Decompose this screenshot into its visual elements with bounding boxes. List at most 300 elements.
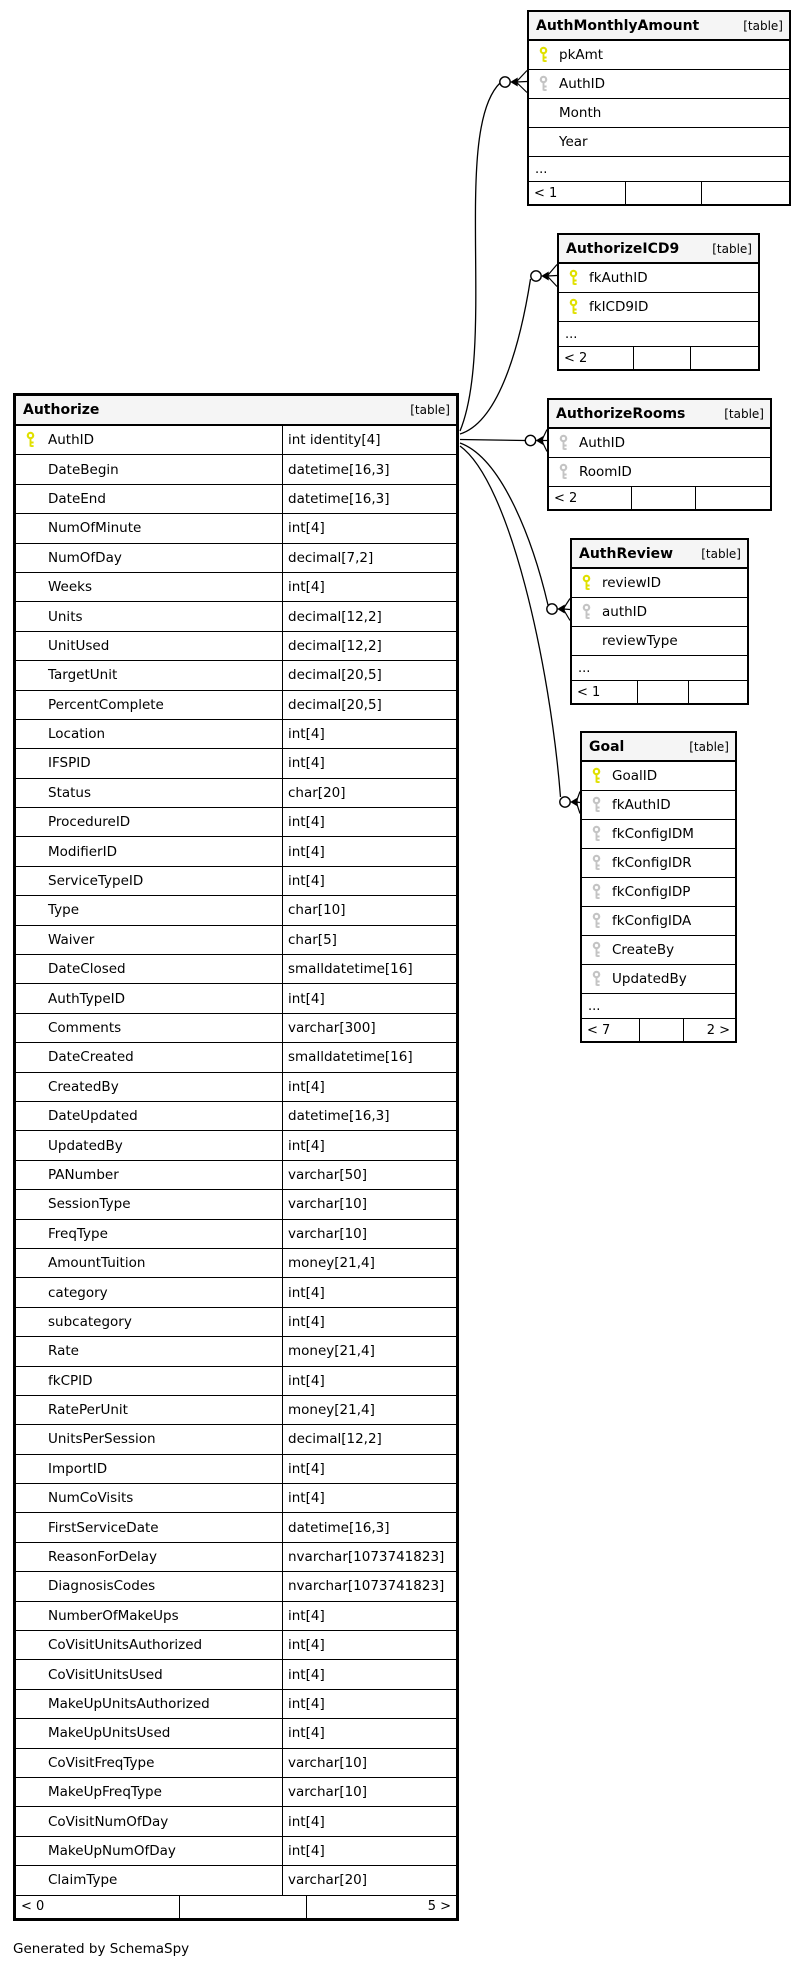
column-row [16, 954, 456, 983]
foreign-key-icon [591, 797, 602, 814]
column-type: int[4] [282, 1131, 456, 1159]
column-row [16, 1424, 456, 1453]
table-footer [582, 1018, 735, 1041]
footer-left-cell [16, 1896, 179, 1918]
column-name-cell [559, 264, 758, 292]
column-name-cell [582, 849, 735, 877]
column-name: DateEnd [48, 490, 106, 507]
column-name: AuthID [579, 435, 626, 451]
column-name-cell [16, 837, 282, 865]
column-name-cell [16, 720, 282, 748]
footer-left-label: < 2 [554, 490, 578, 506]
column-name: AmountTuition [48, 1255, 146, 1272]
column-type: int[4] [282, 1367, 456, 1395]
column-name: Comments [48, 1020, 122, 1036]
primary-key-icon [568, 270, 579, 287]
column-row [16, 866, 456, 895]
column-type: int[4] [282, 1308, 456, 1336]
column-name: PercentComplete [48, 696, 164, 713]
column-name: NumberOfMakeUps [48, 1607, 179, 1624]
column-name-cell [559, 293, 758, 321]
column-type: int[4] [282, 1807, 456, 1835]
column-name-cell [16, 1749, 282, 1777]
column-name-cell [16, 1602, 282, 1630]
column-name-cell [16, 455, 282, 483]
column-name-cell [16, 1249, 282, 1277]
column-type: int[4] [282, 1690, 456, 1718]
table-title: AuthorizeRooms [556, 405, 686, 422]
column-name-cell [16, 691, 282, 719]
column-name: AuthTypeID [48, 990, 126, 1007]
footer-right-cell [683, 1019, 735, 1041]
column-name-cell [16, 544, 282, 572]
column-name-cell [529, 99, 789, 127]
footer-left-cell [559, 347, 633, 369]
column-name-cell [16, 1014, 282, 1042]
column-type: nvarchar[1073741823] [282, 1543, 456, 1571]
table-title: Goal [589, 738, 625, 755]
column-name: ClaimType [48, 1872, 118, 1889]
footer-left-label: < 1 [534, 185, 558, 201]
column-name: PANumber [48, 1166, 119, 1183]
column-name: subcategory [48, 1313, 132, 1330]
column-name-cell [16, 1513, 282, 1541]
column-type: datetime[16,3] [282, 485, 456, 513]
column-name-cell [16, 1455, 282, 1483]
column-name: NumOfMinute [48, 520, 142, 537]
column-name: reviewID [602, 575, 662, 591]
column-row [16, 719, 456, 748]
column-name-cell [16, 602, 282, 630]
column-type: int[4] [282, 1455, 456, 1483]
table-AuthorizeRooms [547, 398, 772, 511]
column-name-cell [16, 1484, 282, 1512]
column-name-cell [582, 907, 735, 935]
primary-key-icon [591, 768, 602, 785]
column-name-cell [16, 485, 282, 513]
footer-right-cell [306, 1896, 456, 1918]
footer-left-label: < 2 [564, 350, 588, 366]
column-row [16, 1601, 456, 1630]
footer-right-cell [688, 681, 748, 703]
foreign-key-icon [591, 971, 602, 988]
column-name-cell [16, 1102, 282, 1130]
column-row [16, 1366, 456, 1395]
table-AuthMonthlyAmount [527, 10, 791, 206]
column-type: int[4] [282, 1278, 456, 1306]
column-row [16, 1395, 456, 1424]
more-columns-ellipsis: ... [582, 993, 735, 1018]
footer-mid-cell [625, 182, 700, 204]
table-header[interactable] [582, 733, 735, 761]
column-type: decimal[20,5] [282, 661, 456, 689]
column-name: Weeks [48, 579, 93, 596]
column-name: UpdatedBy [612, 971, 687, 987]
column-name: DateCreated [48, 1049, 134, 1066]
column-type: int[4] [282, 514, 456, 542]
column-type: datetime[16,3] [282, 1102, 456, 1130]
relationship-Authorize.AuthID-to-AuthMonthlyAmount.AuthID [460, 71, 527, 432]
column-row [16, 778, 456, 807]
column-row [16, 1072, 456, 1101]
column-type: decimal[12,2] [282, 602, 456, 630]
foreign-key-icon [558, 435, 569, 452]
column-row [582, 906, 735, 935]
column-name-cell [582, 878, 735, 906]
column-name: CoVisitFreqType [48, 1754, 155, 1771]
column-name-cell [549, 429, 770, 457]
column-row [16, 690, 456, 719]
column-name: RatePerUnit [48, 1402, 128, 1419]
more-columns-ellipsis: ... [572, 655, 747, 680]
column-type: int[4] [282, 867, 456, 895]
column-name: CoVisitNumOfDay [48, 1813, 169, 1830]
column-row [16, 836, 456, 865]
column-row [16, 748, 456, 777]
column-name-cell [582, 936, 735, 964]
table-AuthorizeICD9 [557, 233, 760, 371]
table-header[interactable] [549, 400, 770, 428]
table-tag: [table] [724, 406, 764, 421]
footer-left-cell [582, 1019, 639, 1041]
table-tag: [table] [410, 403, 450, 417]
column-row [16, 1689, 456, 1718]
footer-mid-cell [637, 681, 688, 703]
column-name: AuthID [48, 432, 95, 449]
column-name: CreateBy [612, 942, 675, 958]
column-row [16, 484, 456, 513]
column-row [16, 1512, 456, 1541]
column-type: int identity[4] [282, 426, 456, 454]
column-row [572, 626, 747, 655]
column-name-cell [16, 1161, 282, 1189]
column-name-cell [16, 1778, 282, 1806]
column-name: DiagnosisCodes [48, 1578, 156, 1595]
column-row [572, 568, 747, 597]
column-name-cell [529, 70, 789, 98]
column-name-cell [582, 820, 735, 848]
column-row [16, 807, 456, 836]
column-row [16, 1659, 456, 1688]
table-header[interactable] [16, 396, 456, 425]
column-name-cell [16, 867, 282, 895]
table-Goal [580, 731, 737, 1043]
column-name: fkConfigIDP [612, 884, 691, 900]
column-row [529, 69, 789, 98]
column-row [549, 428, 770, 457]
column-name-cell [16, 426, 282, 454]
column-row [549, 457, 770, 486]
primary-key-icon [581, 575, 592, 592]
column-name: Month [559, 105, 602, 121]
column-row [16, 1248, 456, 1277]
table-header[interactable] [572, 540, 747, 568]
column-name: TargetUnit [48, 667, 118, 684]
table-footer [549, 486, 770, 509]
column-name-cell [16, 514, 282, 542]
column-name-cell [16, 1278, 282, 1306]
column-name-cell [529, 41, 789, 69]
column-row [16, 1307, 456, 1336]
column-name: MakeUpFreqType [48, 1784, 162, 1801]
column-row [16, 1336, 456, 1365]
table-title: Authorize [23, 402, 100, 418]
column-row [16, 1101, 456, 1130]
column-name-cell [16, 1807, 282, 1835]
column-row [559, 263, 758, 292]
column-name: FirstServiceDate [48, 1519, 159, 1536]
footer-left-label: < 0 [21, 1899, 45, 1915]
foreign-key-icon [591, 826, 602, 843]
foreign-key-icon [591, 884, 602, 901]
column-row [16, 925, 456, 954]
column-type: datetime[16,3] [282, 455, 456, 483]
column-row [16, 1571, 456, 1600]
column-type: nvarchar[1073741823] [282, 1572, 456, 1600]
column-name-cell [16, 1543, 282, 1571]
column-name: DateUpdated [48, 1108, 138, 1125]
column-row [529, 127, 789, 156]
footer-right-cell [690, 347, 758, 369]
table-footer [559, 346, 758, 369]
column-row [16, 1454, 456, 1483]
column-row [16, 1160, 456, 1189]
column-name: MakeUpNumOfDay [48, 1842, 176, 1859]
column-name: fkICD9ID [589, 299, 649, 315]
column-name: fkAuthID [589, 270, 648, 286]
table-tag: [table] [701, 546, 741, 561]
column-name-cell [16, 1043, 282, 1071]
column-row [582, 877, 735, 906]
column-type: varchar[10] [282, 1749, 456, 1777]
table-tag: [table] [689, 739, 729, 754]
column-row [16, 895, 456, 924]
column-row [16, 543, 456, 572]
footer-mid-cell [631, 487, 695, 509]
column-type: char[5] [282, 926, 456, 954]
column-type: char[20] [282, 779, 456, 807]
column-type: int[4] [282, 573, 456, 601]
column-row [16, 1189, 456, 1218]
column-type: decimal[12,2] [282, 1425, 456, 1453]
column-name-cell [16, 1308, 282, 1336]
column-name: MakeUpUnitsAuthorized [48, 1695, 210, 1712]
column-row [16, 1130, 456, 1159]
column-name-cell [16, 1690, 282, 1718]
column-name-cell [16, 1220, 282, 1248]
column-row [559, 292, 758, 321]
column-name-cell [16, 1131, 282, 1159]
column-name-cell [16, 1396, 282, 1424]
column-type: varchar[300] [282, 1014, 456, 1042]
table-footer [529, 181, 789, 204]
footer-left-label: < 7 [587, 1022, 611, 1038]
column-name-cell [572, 598, 747, 626]
column-type: varchar[10] [282, 1190, 456, 1218]
column-type: varchar[10] [282, 1778, 456, 1806]
column-type: int[4] [282, 1837, 456, 1865]
column-name-cell [582, 762, 735, 790]
table-header[interactable] [529, 12, 789, 40]
column-type: money[21,4] [282, 1396, 456, 1424]
column-name: Location [48, 726, 106, 743]
column-type: datetime[16,3] [282, 1513, 456, 1541]
column-name: ServiceTypeID [48, 873, 144, 890]
column-row [16, 454, 456, 483]
table-tag: [table] [712, 241, 752, 256]
table-title: AuthReview [579, 545, 674, 562]
column-name: fkConfigIDM [612, 826, 694, 842]
column-row [582, 964, 735, 993]
column-row [16, 1630, 456, 1659]
column-name-cell [16, 1425, 282, 1453]
column-name-cell [16, 808, 282, 836]
column-name: reviewType [602, 633, 678, 649]
column-type: decimal[20,5] [282, 691, 456, 719]
column-name: ImportID [48, 1460, 108, 1477]
column-type: char[10] [282, 896, 456, 924]
foreign-key-icon [581, 604, 592, 621]
foreign-key-icon [591, 855, 602, 872]
column-name: Rate [48, 1343, 79, 1360]
column-type: money[21,4] [282, 1249, 456, 1277]
column-row [16, 660, 456, 689]
footer-right-label: 2 > [706, 1022, 730, 1038]
column-name-cell [16, 661, 282, 689]
column-type: int[4] [282, 1719, 456, 1747]
column-name-cell [572, 627, 747, 655]
more-columns-ellipsis: ... [559, 321, 758, 346]
column-name-cell [549, 458, 770, 486]
column-type: decimal[7,2] [282, 544, 456, 572]
column-name-cell [529, 128, 789, 156]
table-header[interactable] [559, 235, 758, 263]
footer-left-cell [572, 681, 637, 703]
column-name: category [48, 1284, 108, 1301]
column-name: CoVisitUnitsUsed [48, 1666, 163, 1683]
column-name: CoVisitUnitsAuthorized [48, 1637, 203, 1654]
footer-mid-cell [633, 347, 691, 369]
column-name: NumCoVisits [48, 1490, 134, 1507]
column-name: UnitUsed [48, 637, 110, 654]
column-type: int[4] [282, 1660, 456, 1688]
foreign-key-icon [558, 464, 569, 481]
column-name: ProcedureID [48, 814, 131, 831]
more-columns-ellipsis: ... [529, 156, 789, 181]
generated-by-note: Generated by SchemaSpy [13, 1941, 190, 1957]
foreign-key-icon [591, 913, 602, 930]
column-row [529, 40, 789, 69]
column-name-cell [16, 1631, 282, 1659]
column-name: MakeUpUnitsUsed [48, 1725, 171, 1742]
column-name: Status [48, 784, 92, 801]
table-AuthReview [570, 538, 749, 705]
column-name: pkAmt [559, 47, 604, 63]
column-name-cell [16, 926, 282, 954]
column-type: varchar[50] [282, 1161, 456, 1189]
column-name-cell [16, 1837, 282, 1865]
column-row [16, 983, 456, 1012]
primary-key-icon [568, 299, 579, 316]
column-row [582, 790, 735, 819]
footer-left-label: < 1 [577, 684, 601, 700]
column-name-cell [16, 1367, 282, 1395]
relationship-Authorize.AuthID-to-AuthorizeICD9.fkAuthID [460, 265, 557, 435]
column-name: Waiver [48, 931, 95, 948]
column-name: DateBegin [48, 461, 119, 478]
column-type: int[4] [282, 1484, 456, 1512]
column-name: authID [602, 604, 648, 620]
column-row [16, 1777, 456, 1806]
column-name: IFSPID [48, 755, 91, 772]
column-name-cell [16, 1719, 282, 1747]
column-row [16, 1865, 456, 1894]
column-type: int[4] [282, 837, 456, 865]
column-row [16, 425, 456, 454]
table-Authorize [13, 393, 459, 1921]
column-name-cell [582, 965, 735, 993]
column-name: UpdatedBy [48, 1137, 123, 1154]
column-name-cell [16, 749, 282, 777]
column-name: GoalID [612, 768, 658, 784]
footer-right-cell [701, 182, 789, 204]
column-type: money[21,4] [282, 1337, 456, 1365]
column-row [529, 98, 789, 127]
column-name: ReasonForDelay [48, 1549, 158, 1566]
column-name-cell [582, 791, 735, 819]
column-name: DateClosed [48, 961, 126, 978]
column-row [16, 1042, 456, 1071]
column-name: SessionType [48, 1196, 131, 1213]
column-row [16, 1836, 456, 1865]
column-name: ModifierID [48, 843, 117, 860]
column-row [582, 761, 735, 790]
table-title: AuthorizeICD9 [566, 240, 680, 257]
foreign-key-icon [591, 942, 602, 959]
column-name: UnitsPerSession [48, 1431, 156, 1448]
column-row [16, 572, 456, 601]
column-type: int[4] [282, 720, 456, 748]
column-name: CreatedBy [48, 1078, 119, 1095]
column-name: FreqType [48, 1225, 108, 1242]
column-name-cell [572, 569, 747, 597]
column-name-cell [16, 984, 282, 1012]
footer-right-label: 5 > [427, 1899, 451, 1915]
column-name-cell [16, 896, 282, 924]
column-name: NumOfDay [48, 549, 122, 566]
column-name: AuthID [559, 76, 606, 92]
column-row [16, 1806, 456, 1835]
table-tag: [table] [743, 18, 783, 33]
footer-mid-cell [179, 1896, 307, 1918]
column-type: smalldatetime[16] [282, 1043, 456, 1071]
column-row [582, 935, 735, 964]
table-footer [16, 1895, 456, 1918]
column-name: Year [559, 134, 588, 150]
column-row [16, 1483, 456, 1512]
table-title: AuthMonthlyAmount [536, 17, 700, 34]
column-name-cell [16, 1190, 282, 1218]
column-type: decimal[12,2] [282, 632, 456, 660]
column-name: Units [48, 608, 83, 625]
column-name-cell [16, 1073, 282, 1101]
column-row [16, 1748, 456, 1777]
column-type: int[4] [282, 1631, 456, 1659]
column-row [582, 848, 735, 877]
column-row [16, 1219, 456, 1248]
column-type: int[4] [282, 1602, 456, 1630]
column-row [16, 1542, 456, 1571]
